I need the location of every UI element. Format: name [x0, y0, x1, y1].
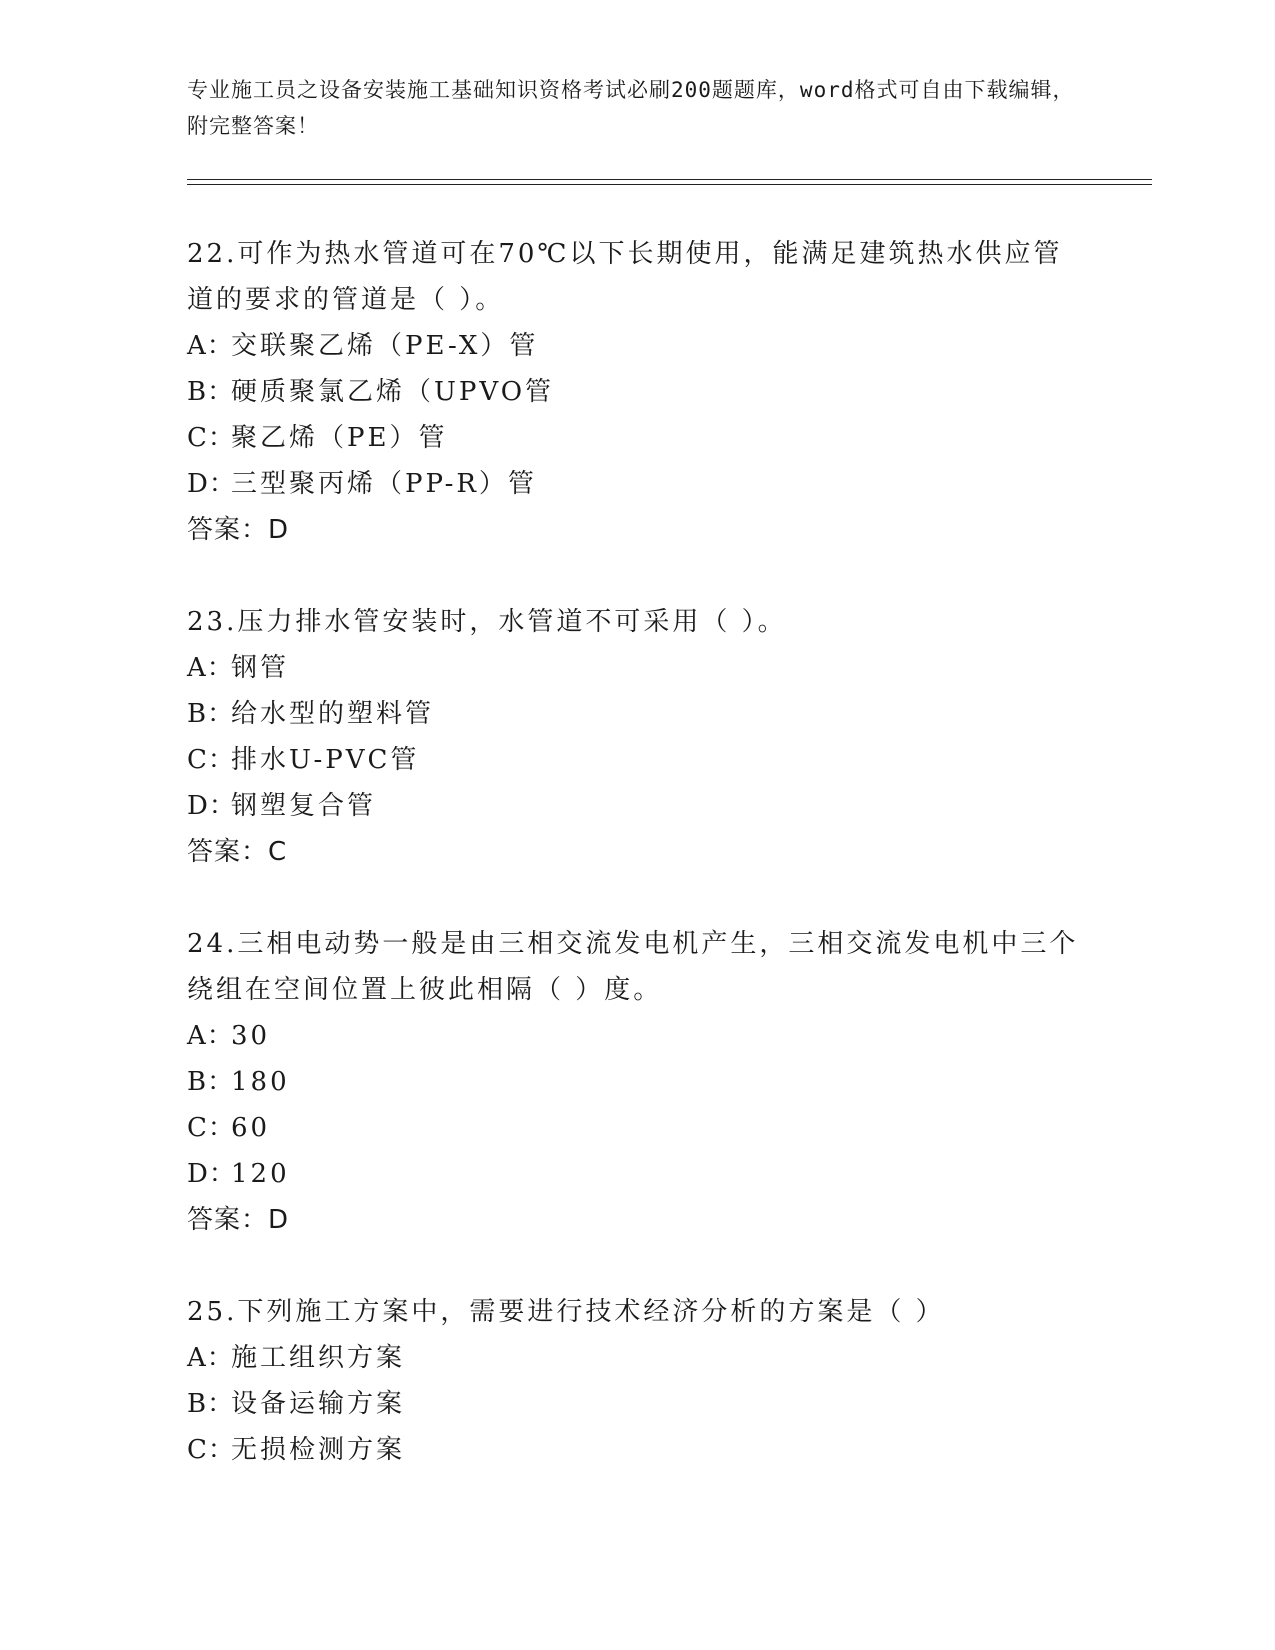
question-text: 24.三相电动势一般是由三相交流发电机产生，三相交流发电机中三个绕组在空间位置上彼此相隔（ ）度。 [187, 929, 1079, 1005]
option-key: C： [187, 1113, 235, 1143]
option-key: A： [187, 653, 234, 683]
option-b [187, 369, 1087, 415]
option-text: 三型聚丙烯（PP-R）管 [231, 469, 537, 499]
question-list [187, 231, 1087, 1519]
document-header: 专业施工员之设备安装施工基础知识资格考试必刷200题题库，word格式可自由下载编辑，附完整答案！ [187, 78, 1075, 138]
question-text: 25.下列施工方案中，需要进行技术经济分析的方案是（ ） [187, 1297, 945, 1327]
option-text: 30 [231, 1021, 271, 1051]
option-key: C： [187, 745, 235, 775]
option-text: 120 [231, 1159, 290, 1189]
question-25 [187, 1289, 1087, 1473]
option-b [187, 1381, 1087, 1427]
question-24 [187, 921, 1087, 1243]
option-key: B： [187, 699, 235, 729]
option-c [187, 1105, 1087, 1151]
option-d [187, 1151, 1087, 1197]
answer-label: 答案：D [187, 1205, 290, 1235]
option-key: A： [187, 1343, 234, 1373]
option-text: 交联聚乙烯（PE-X）管 [231, 331, 539, 361]
option-key: B： [187, 1389, 235, 1419]
option-c [187, 1427, 1087, 1473]
option-b [187, 1059, 1087, 1105]
option-a [187, 323, 1087, 369]
option-text: 硬质聚氯乙烯（UPVO管 [231, 377, 555, 407]
option-key: D： [187, 469, 236, 499]
option-text: 180 [231, 1067, 290, 1097]
answer-label: 答案：D [187, 515, 290, 545]
option-text: 排水U-PVC管 [231, 745, 420, 775]
header-divider-bottom [187, 184, 1152, 185]
option-key: D： [187, 791, 236, 821]
option-c [187, 737, 1087, 783]
option-text: 施工组织方案 [231, 1343, 406, 1373]
option-key: C： [187, 423, 235, 453]
option-key: B： [187, 1067, 235, 1097]
question-22 [187, 231, 1087, 553]
option-d [187, 783, 1087, 829]
question-text: 23.压力排水管安装时，水管道不可采用（ ）。 [187, 607, 787, 637]
answer-label: 答案：C [187, 837, 288, 867]
option-key: A： [187, 331, 234, 361]
question-text: 22.可作为热水管道可在70℃以下长期使用，能满足建筑热水供应管道的要求的管道是（ ）。 [187, 239, 1063, 315]
option-text: 钢管 [231, 653, 290, 683]
option-key: D： [187, 1159, 236, 1189]
option-text: 钢塑复合管 [231, 791, 377, 821]
option-text: 60 [231, 1113, 271, 1143]
option-a [187, 1335, 1087, 1381]
header-divider-top [187, 179, 1152, 180]
option-text: 聚乙烯（PE）管 [231, 423, 448, 453]
option-text: 给水型的塑料管 [231, 699, 435, 729]
option-text: 无损检测方案 [231, 1435, 406, 1465]
option-c [187, 415, 1087, 461]
option-text: 设备运输方案 [231, 1389, 406, 1419]
option-a [187, 645, 1087, 691]
option-d [187, 461, 1087, 507]
option-key: C： [187, 1435, 235, 1465]
option-key: B： [187, 377, 235, 407]
option-b [187, 691, 1087, 737]
option-a [187, 1013, 1087, 1059]
option-key: A： [187, 1021, 234, 1051]
question-23 [187, 599, 1087, 875]
